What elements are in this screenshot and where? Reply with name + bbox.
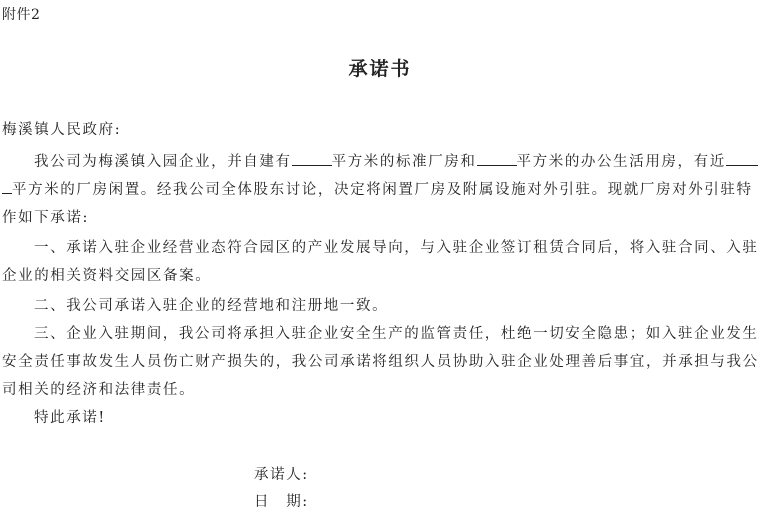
item1-line-1: 一、承诺入驻企业经营业态符合园区的产业发展导向，与入驻企业签订租赁合同后，将入驻合同、入驻 xyxy=(34,240,759,256)
date-label: 日 期: xyxy=(254,494,309,510)
intro-text-2: 平方米的标准厂房和 xyxy=(331,154,477,170)
salutation: 梅溪镇人民政府: xyxy=(2,122,122,138)
intro-line-2 xyxy=(2,178,753,199)
intro-text-1: 我公司为梅溪镇入园企业，并自建有 xyxy=(34,154,292,170)
area-blank-2 xyxy=(477,153,517,166)
intro-text-3: 平方米的办公生活用房，有近 xyxy=(516,154,726,170)
intro-line-3: 作如下承诺: xyxy=(2,210,89,226)
intro-text-4: 平方米的厂房闲置。经我公司全体股东讨论，决定将闲置厂房及附属设施对外引驻。现就厂房对外引驻特 xyxy=(12,182,753,198)
item3-line-1: 三、企业入驻期间，我公司将承担入驻企业安全生产的监管责任，杜绝一切安全隐患；如入驻企业发生 xyxy=(34,326,759,342)
promisor-label: 承诺人: xyxy=(254,467,309,483)
area-blank-3a xyxy=(726,153,758,166)
item1-line-2: 企业的相关资料交园区备案。 xyxy=(2,268,212,284)
item3-line-2: 安全责任事故发生人员伤亡财产损失的，我公司承诺将组织人员协助入驻企业处理善后事宜，并承担与我公 xyxy=(2,354,759,370)
item2-line-1: 二、我公司承诺入驻企业的经营地和注册地一致。 xyxy=(34,298,389,314)
intro-line-1 xyxy=(34,150,758,171)
item3-line-3: 司相关的经济和法律责任。 xyxy=(2,382,196,398)
area-blank-1 xyxy=(292,153,332,166)
attachment-label: 附件2 xyxy=(2,7,41,23)
area-blank-3b xyxy=(2,181,12,194)
document-title: 承诺书 xyxy=(348,58,412,80)
closing-line: 特此承诺! xyxy=(34,410,106,426)
